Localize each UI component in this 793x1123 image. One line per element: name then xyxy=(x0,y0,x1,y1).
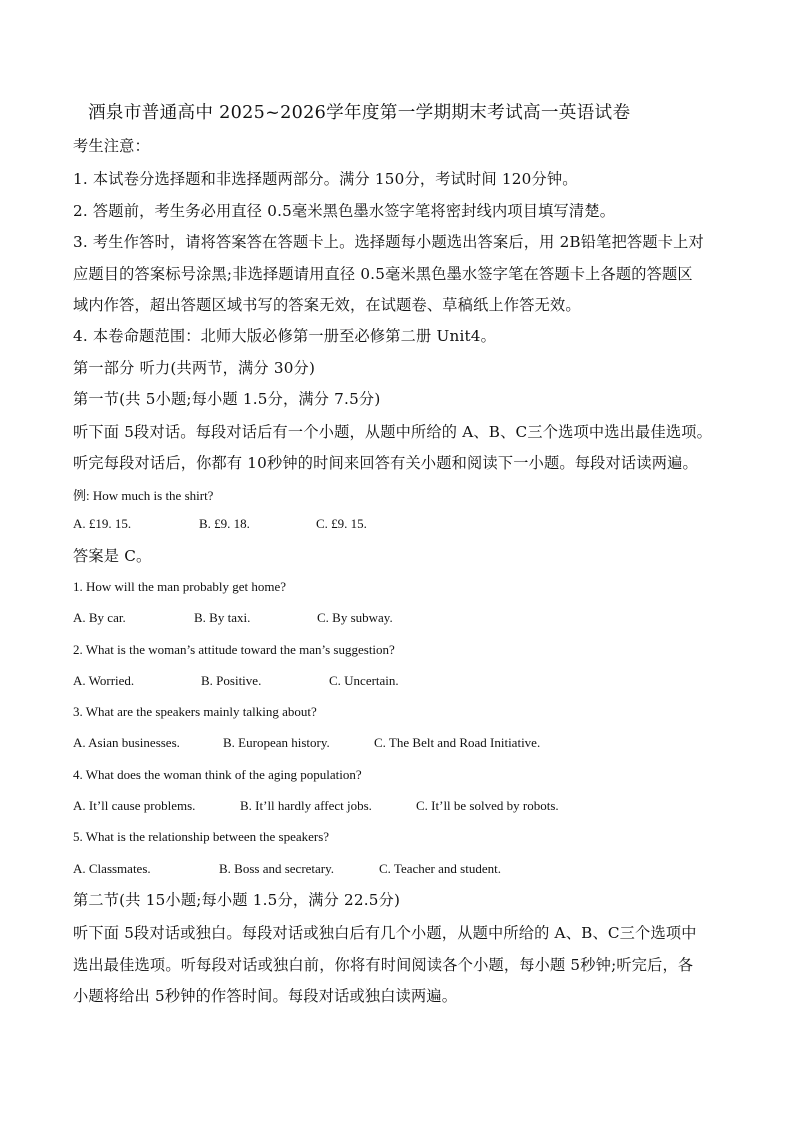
option: B. European history. xyxy=(223,735,330,750)
part-heading: 第一部分 听力(共两节，满分 30分) xyxy=(73,359,316,377)
option: B. It’ll hardly affect jobs. xyxy=(240,798,372,813)
example-answer: 答案是 C。 xyxy=(73,547,152,565)
section-instruction: 听下面 5段对话。每段对话后有一个小题，从题中所给的 A、B、C三个选项中选出最佳选项。 xyxy=(73,423,712,441)
option: A. Worried. xyxy=(73,673,135,688)
notice-line: 应题目的答案标号涂黑;非选择题请用直径 0.5毫米黑色墨水签字笔在答题卡上各题的答题区 xyxy=(73,265,693,283)
option: B. By taxi. xyxy=(194,610,251,625)
option: A. Asian businesses. xyxy=(73,735,180,750)
question: 4. What does the woman think of the aging population? xyxy=(73,767,362,782)
exam-title: 酒泉市普通高中 2025~2026学年度第一学期期末考试高一英语试卷 xyxy=(88,103,631,123)
notice-line: 3. 考生作答时，请将答案答在答题卡上。选择题每小题选出答案后，用 2B铅笔把答题卡上对 xyxy=(73,233,704,251)
notice-line: 1. 本试卷分选择题和非选择题两部分。满分 150分，考试时间 120分钟。 xyxy=(73,170,578,188)
example-options xyxy=(73,516,367,532)
section-instruction: 小题将给出 5秒钟的作答时间。每段对话或独白读两遍。 xyxy=(73,987,458,1005)
option: C. The Belt and Road Initiative. xyxy=(374,735,541,750)
option: A. By car. xyxy=(73,610,126,625)
notice-line: 域内作答，超出答题区域书写的答案无效，在试题卷、草稿纸上作答无效。 xyxy=(73,296,581,314)
option: B. Boss and secretary. xyxy=(219,861,335,876)
section-instruction: 选出最佳选项。听每段对话或独白前，你将有时间阅读各个小题，每小题 5秒钟;听完后，各 xyxy=(73,956,694,974)
question-options xyxy=(73,861,501,877)
section-heading: 第二节(共 15小题;每小题 1.5分，满分 22.5分) xyxy=(73,891,401,909)
option: B. £9. 18. xyxy=(199,516,250,531)
question: 5. What is the relationship between the speakers? xyxy=(73,829,330,844)
option: A. Classmates. xyxy=(73,861,151,876)
option: A. £19. 15. xyxy=(73,516,132,531)
question-options xyxy=(73,735,540,751)
question: 2. What is the woman’s attitude toward the man’s suggestion? xyxy=(73,642,395,657)
option: C. It’ll be solved by robots. xyxy=(416,798,559,813)
option: A. It’ll cause problems. xyxy=(73,798,196,813)
section-instruction: 听完每段对话后，你都有 10秒钟的时间来回答有关小题和阅读下一小题。每段对话读两遍。 xyxy=(73,454,698,472)
example-question: 例: How much is the shirt? xyxy=(73,488,214,503)
option: C. By subway. xyxy=(317,610,393,625)
notice-heading: 考生注意： xyxy=(73,137,150,155)
option: C. Uncertain. xyxy=(329,673,399,688)
section-instruction: 听下面 5段对话或独白。每段对话或独白后有几个小题，从题中所给的 A、B、C三个选项中 xyxy=(73,924,697,942)
section-heading: 第一节(共 5小题;每小题 1.5分，满分 7.5分) xyxy=(73,390,381,408)
question: 1. How will the man probably get home? xyxy=(73,579,287,594)
option: B. Positive. xyxy=(201,673,262,688)
question: 3. What are the speakers mainly talking about? xyxy=(73,704,317,719)
question-options xyxy=(73,798,559,814)
notice-line: 4. 本卷命题范围：北师大版必修第一册至必修第二册 Unit4。 xyxy=(73,327,497,345)
option: C. Teacher and student. xyxy=(379,861,501,876)
option: C. £9. 15. xyxy=(316,516,367,531)
question-options xyxy=(73,673,399,689)
notice-line: 2. 答题前，考生务必用直径 0.5毫米黑色墨水签字笔将密封线内项目填写清楚。 xyxy=(73,202,616,220)
question-options xyxy=(73,610,393,626)
